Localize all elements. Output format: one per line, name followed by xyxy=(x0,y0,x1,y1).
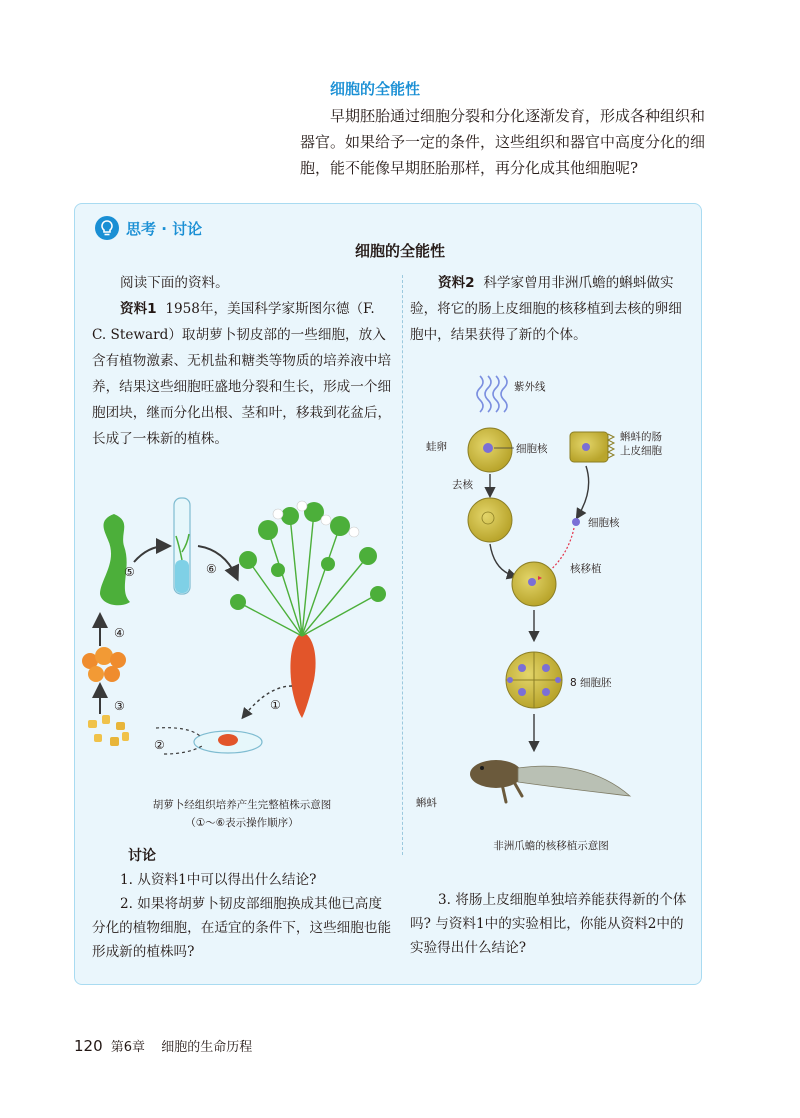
discussion-right xyxy=(410,888,696,960)
enucleate-label: 去核 xyxy=(452,479,473,491)
page-footer xyxy=(74,1036,252,1055)
frog-egg-label: 蛙卵 xyxy=(426,441,447,453)
tadpole-icon xyxy=(470,760,630,802)
figure-left-caption xyxy=(92,796,392,832)
petri-dish-icon xyxy=(194,731,262,753)
donor-nucleus xyxy=(572,518,580,526)
section-title: 细胞的全能性 xyxy=(330,80,421,98)
embryo-label: 8 细胞胚 xyxy=(570,677,612,689)
step-1: ① xyxy=(270,698,281,712)
nuclear-transplant-figure xyxy=(410,370,700,830)
column-divider xyxy=(402,275,403,855)
discussion-title: 讨论 xyxy=(128,848,156,864)
step-4: ④ xyxy=(114,626,125,640)
intestinal-epithelial-cells-icon xyxy=(570,432,614,462)
material-1 xyxy=(92,270,392,452)
question-1: 1. 从资料1中可以得出什么结论? xyxy=(120,872,317,888)
intestine-label-1: 蝌蚪的肠 xyxy=(620,431,662,443)
material-2-label: 资料2 xyxy=(438,275,475,291)
reconstituted-nucleus xyxy=(528,578,536,586)
intro-paragraph: 早期胚胎通过细胞分裂和分化逐渐发育，形成各种组织和器官。如果给予一定的条件，这些组织和器官中高度分化的细胞，能不能像早期胚胎那样，再分化成其他细胞呢? xyxy=(300,107,706,177)
discussion-left xyxy=(92,868,392,964)
eight-cell-embryo-icon xyxy=(506,652,562,708)
nucleus-label-2: 细胞核 xyxy=(588,517,620,529)
figure-left-caption-line2: （①～⑥表示操作顺序） xyxy=(185,817,299,829)
step-5: ⑤ xyxy=(124,565,135,579)
figure-right-caption: 非洲爪蟾的核移植示意图 xyxy=(493,840,609,852)
material-2 xyxy=(410,270,692,348)
chapter-title: 细胞的生命历程 xyxy=(161,1040,253,1055)
carrot-tissue-culture-figure xyxy=(78,490,398,790)
step-3: ③ xyxy=(114,699,125,713)
page-number: 120 xyxy=(74,1037,103,1055)
lightbulb-icon xyxy=(94,215,120,241)
transplant-label: 核移植 xyxy=(570,563,602,575)
chapter-number: 第6章 xyxy=(110,1040,146,1055)
intro-section xyxy=(300,78,710,181)
uv-light-icon xyxy=(477,376,507,412)
callus-icon xyxy=(82,647,126,682)
read-prompt: 阅读下面的资料。 xyxy=(120,275,229,291)
think-discuss-label: 思考 · 讨论 xyxy=(126,220,203,238)
carrot-plant-icon xyxy=(230,501,386,718)
step-2: ② xyxy=(154,738,165,752)
sprout-icon xyxy=(100,514,130,605)
intestine-label-2: 上皮细胞 xyxy=(620,445,662,457)
step-6: ⑥ xyxy=(206,562,217,576)
cell-clusters-icon xyxy=(88,715,129,746)
material-2-text: 科学家曾用非洲爪蟾的蝌蚪做实验，将它的肠上皮细胞的核移植到去核的卵细胞中，结果获得了新的个体。 xyxy=(410,275,682,343)
material-2-paragraph xyxy=(410,270,692,348)
question-3: 3. 将肠上皮细胞单独培养能获得新的个体吗? 与资料1中的实验相比，你能从资料2中的实验得出什么结论? xyxy=(410,892,687,956)
material-1-label: 资料1 xyxy=(120,301,157,317)
frog-egg-nucleus xyxy=(483,443,493,453)
box-title: 细胞的全能性 xyxy=(354,242,445,260)
material-1-text: 1958年，美国科学家斯图尔德（F. C. Steward）取胡萝卜韧皮部的一些细胞，放入含有植物激素、无机盐和糖类等物质的培养液中培养，结果这些细胞旺盛地分裂和生长，形成一个细胞团块，继而分化出根、茎和叶，移栽到花盆后，长成了一株新的植株。 xyxy=(92,301,392,447)
figure-left-caption-line1: 胡萝卜经组织培养产生完整植株示意图 xyxy=(152,799,332,811)
question-2: 2. 如果将胡萝卜韧皮部细胞换成其他已高度分化的植物细胞，在适宜的条件下，这些细胞也能形成新的植株吗? xyxy=(92,896,392,960)
enucleated-egg-cell xyxy=(468,498,512,542)
material-1-paragraph xyxy=(92,296,392,452)
test-tube-icon xyxy=(174,498,190,594)
tadpole-label: 蝌蚪 xyxy=(416,797,437,809)
uv-label: 紫外线 xyxy=(514,381,546,393)
nucleus-label-1: 细胞核 xyxy=(516,443,548,455)
